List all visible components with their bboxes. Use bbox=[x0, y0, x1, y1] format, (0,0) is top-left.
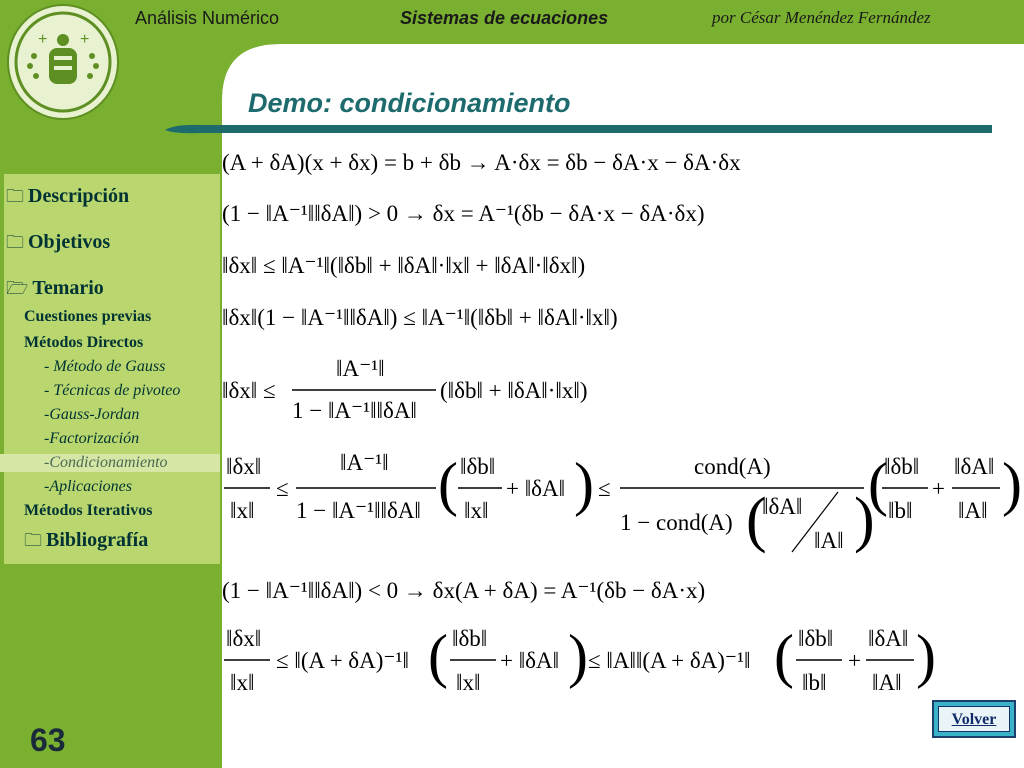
eq6-ainv: ‖A⁻¹‖ bbox=[340, 450, 389, 475]
menu-item-gauss-jordan[interactable]: -Gauss-Jordan bbox=[44, 406, 140, 423]
svg-text:+: + bbox=[80, 31, 90, 48]
equation-2: (1 − ‖A⁻¹‖‖δA‖) > 0 → δx = A⁻¹(δb − δA·x − δA·δx) bbox=[222, 201, 705, 226]
eq6-le1: ≤ bbox=[276, 476, 289, 501]
author-name: por César Menéndez Fernández bbox=[712, 8, 931, 27]
eq8-paren-l2: ( bbox=[774, 623, 794, 689]
slide-title: Demo: condicionamiento bbox=[248, 88, 571, 118]
eq5-lhs: ‖δx‖ ≤ bbox=[222, 378, 276, 403]
eq6-dx: ‖δx‖ bbox=[226, 454, 262, 479]
eq6-b: ‖b‖ bbox=[888, 498, 913, 523]
eq8-paren-l: ( bbox=[428, 623, 448, 689]
menu-item-factorizacion[interactable]: -Factorización bbox=[44, 430, 140, 447]
folder-icon: 🗀 bbox=[24, 530, 42, 550]
eq6-cond-den: 1 − cond(A) bbox=[620, 510, 733, 535]
eq8-dx: ‖δx‖ bbox=[226, 626, 262, 651]
eq8-b: ‖b‖ bbox=[802, 670, 827, 695]
equation-5 bbox=[222, 356, 587, 423]
eq6-paren-l2: ( bbox=[746, 486, 767, 554]
eq8-plus2: + bbox=[848, 648, 861, 673]
volver-button[interactable]: Volver bbox=[938, 706, 1010, 732]
folder-icon: 🗀 bbox=[6, 232, 24, 252]
eq5-rhs: (‖δb‖ + ‖δA‖·‖x‖) bbox=[440, 378, 588, 403]
eq8-db2: ‖δb‖ bbox=[798, 626, 834, 651]
menu-label: Descripción bbox=[28, 185, 130, 207]
eq6-A: ‖A‖ bbox=[814, 528, 844, 553]
eq6-x2: ‖x‖ bbox=[464, 498, 489, 523]
cond-label: cond bbox=[655, 510, 701, 535]
course-name: Análisis Numérico bbox=[135, 8, 280, 28]
eq6-db: ‖δb‖ bbox=[460, 454, 496, 479]
eq6-plus2: + bbox=[932, 476, 945, 501]
menu-item-metodos-directos[interactable]: Métodos Directos bbox=[24, 334, 144, 351]
menu-item-condicionamiento[interactable]: -Condicionamiento bbox=[0, 454, 220, 472]
topic-name: Sistemas de ecuaciones bbox=[400, 8, 609, 28]
menu-label: Temario bbox=[32, 277, 104, 299]
equation-4: ‖δx‖(1 − ‖A⁻¹‖‖δA‖) ≤ ‖A⁻¹‖(‖δb‖ + ‖δA‖·‖x‖) bbox=[222, 305, 618, 330]
eq8-db: ‖δb‖ bbox=[452, 626, 488, 651]
eq6-paren-r2: ) bbox=[854, 486, 875, 554]
menu-item-metodos-iterativos[interactable]: Métodos Iterativos bbox=[24, 502, 153, 519]
eq8-paren-r2: ) bbox=[916, 623, 936, 689]
eq8-x2: ‖x‖ bbox=[456, 670, 481, 695]
eq8-dA: ‖δA‖ bbox=[868, 626, 909, 651]
eq8-x: ‖x‖ bbox=[230, 670, 255, 695]
eq8-plus: + ‖δA‖ bbox=[500, 648, 560, 673]
equation-1: (A + δA)(x + δx) = b + δb → A·δx = δb − δA·x − δA·δx bbox=[222, 150, 741, 175]
equation-6 bbox=[224, 450, 1022, 554]
menu-item-tecnicas-pivoteo[interactable]: - Técnicas de pivoteo bbox=[44, 382, 181, 399]
open-folder-icon: 🗁 bbox=[6, 278, 29, 298]
eq6-paren-l3: ( bbox=[868, 451, 888, 517]
eq6-paren-r3: ) bbox=[1002, 451, 1022, 517]
eq6-dA: ‖δA‖ bbox=[762, 494, 803, 519]
eq6-den: 1 − ‖A⁻¹‖‖δA‖ bbox=[296, 498, 421, 523]
page-number: 63 bbox=[30, 722, 66, 758]
menu-item-metodo-gauss[interactable]: - Método de Gauss bbox=[44, 358, 166, 375]
eq5-numerator: ‖A⁻¹‖ bbox=[336, 356, 385, 381]
menu-label: Bibliografía bbox=[46, 529, 149, 551]
equation-3: ‖δx‖ ≤ ‖A⁻¹‖(‖δb‖ + ‖δA‖·‖x‖ + ‖δA‖·‖δx‖) bbox=[222, 253, 586, 278]
eq6-cond: cond(A) bbox=[694, 454, 771, 479]
eq8-A: ‖A‖ bbox=[872, 670, 902, 695]
eq6-x: ‖x‖ bbox=[230, 498, 255, 523]
eq6-le2: ≤ bbox=[598, 476, 611, 501]
menu-label: Objetivos bbox=[28, 231, 111, 253]
eq6-dA2: ‖δA‖ bbox=[954, 454, 995, 479]
menu-item-aplicaciones[interactable]: -Aplicaciones bbox=[44, 478, 132, 495]
eq8-mid: ≤ ‖A‖‖(A + δA)⁻¹‖ bbox=[588, 648, 751, 673]
svg-text:+: + bbox=[38, 31, 48, 48]
eq8-paren-r: ) bbox=[568, 623, 588, 689]
equation-7: (1 − ‖A⁻¹‖‖δA‖) < 0 → δx(A + δA) = A⁻¹(δb − δA·x) bbox=[222, 578, 706, 603]
eq6-A2: ‖A‖ bbox=[958, 498, 988, 523]
eq6-plus1: + ‖δA‖ bbox=[506, 476, 566, 501]
folder-icon: 🗀 bbox=[6, 186, 24, 206]
menu-item-cuestiones-previas[interactable]: Cuestiones previas bbox=[24, 308, 152, 325]
equation-8 bbox=[224, 623, 936, 695]
eq5-denominator: 1 − ‖A⁻¹‖‖δA‖ bbox=[292, 398, 417, 423]
eq6-paren-r: ) bbox=[574, 451, 594, 517]
eq8-lhs: ≤ ‖(A + δA)⁻¹‖ bbox=[276, 648, 409, 673]
eq6-db2: ‖δb‖ bbox=[884, 454, 920, 479]
cond-label: cond bbox=[694, 454, 739, 479]
eq6-paren-l: ( bbox=[438, 451, 458, 517]
